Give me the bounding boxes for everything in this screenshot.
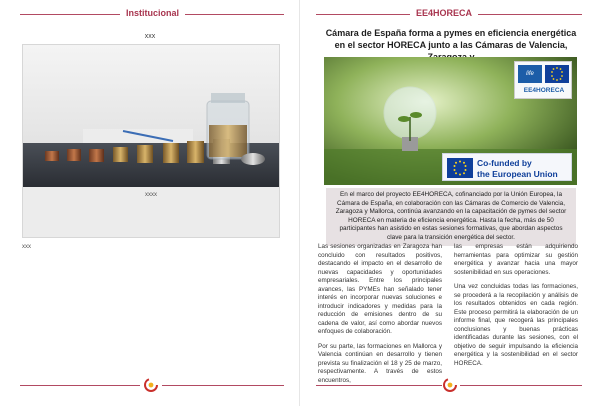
cofunded-line1: Co-funded by (477, 158, 532, 168)
article-title: Cámara de España forma a pymes en eficiencia energética en el sector HORECA junto a las Cámaras de Valencia, (325, 28, 577, 50)
intro-box: En el marco del proyecto EE4HORECA, cofinanciado por la Unión Europea, la Cámara de España, en colaboración con las Cámaras de Comercio de Valencia, Zaragoza y Mallorca, continúa avanzando en la capacitación de pymes del sector HORECA en materia de eficiencia energética. Hasta la fecha, más de 50 participantes han asistido en estas sesiones formativas, que abordan aspectos clave para la transición energética del sector. (326, 188, 576, 246)
paragraph: Una vez concluidas todas las formaciones, se procederá a la recopilación y análisis de los resultados obtenidos en cada región. Este proceso permitirá la elaboración de un informe final, que recogerá las principales conclusiones y buenas prácticas identificadas durante las sesiones, con el objetivo de seguir impulsando la eficiencia energética y la sostenibilidad en el sector HORECA. (454, 283, 578, 367)
photo-caption: xxxx (145, 192, 157, 198)
section-label: EE4HORECA (410, 6, 478, 20)
project-label: EE4HORECA (523, 87, 565, 94)
paragraph: Por su parte, las formaciones en Mallorca y Valencia continúan en desarrollo y tienen prevista su finalización el 18 y 25 de marzo, respectivamente. A través de estos encuentros, (318, 342, 442, 384)
chamber-logo-icon (443, 378, 457, 392)
paragraph: las empresas están adquiriendo herramientas para optimizar su gestión energética y avanzar hacia una mayor sostenibilidad en sus operaciones. (454, 243, 578, 276)
life-logo-icon: life (518, 65, 542, 83)
cofunded-line2: the European Union (477, 169, 558, 179)
ee4horeca-banner (324, 57, 577, 185)
life-badge (514, 61, 572, 99)
eu-flag-icon (447, 158, 473, 178)
body-column-1 (318, 243, 442, 391)
top-placeholder: xxx (144, 33, 156, 40)
chamber-logo-icon (144, 378, 158, 392)
footer-rule-left (20, 385, 140, 386)
right-page (300, 0, 600, 406)
footer-rule-right (162, 385, 284, 386)
bottom-placeholder: xxx (22, 244, 31, 250)
section-label: Institucional (120, 6, 185, 20)
coins-photo (23, 45, 279, 187)
body-column-2 (454, 243, 578, 374)
footer-rule-right (460, 385, 582, 386)
footer-rule-left (316, 385, 442, 386)
eu-flag-icon (545, 65, 569, 83)
paragraph: Las sesiones organizadas en Zaragoza han concluido con resultados positivos, destacando el impacto en el desarrollo de nuevas capacidades y oportunidades empresariales. Entre los principales avances, las PYMEs han señalado tener interés en incorporar nuevas soluciones e introducir indicadores y medidas para la reducción de emisiones dentro de su cadena de valor, así como abordar nuevos enfoques de colaboración. (318, 243, 442, 335)
photo-frame (22, 44, 280, 238)
cofunded-box (442, 153, 572, 181)
